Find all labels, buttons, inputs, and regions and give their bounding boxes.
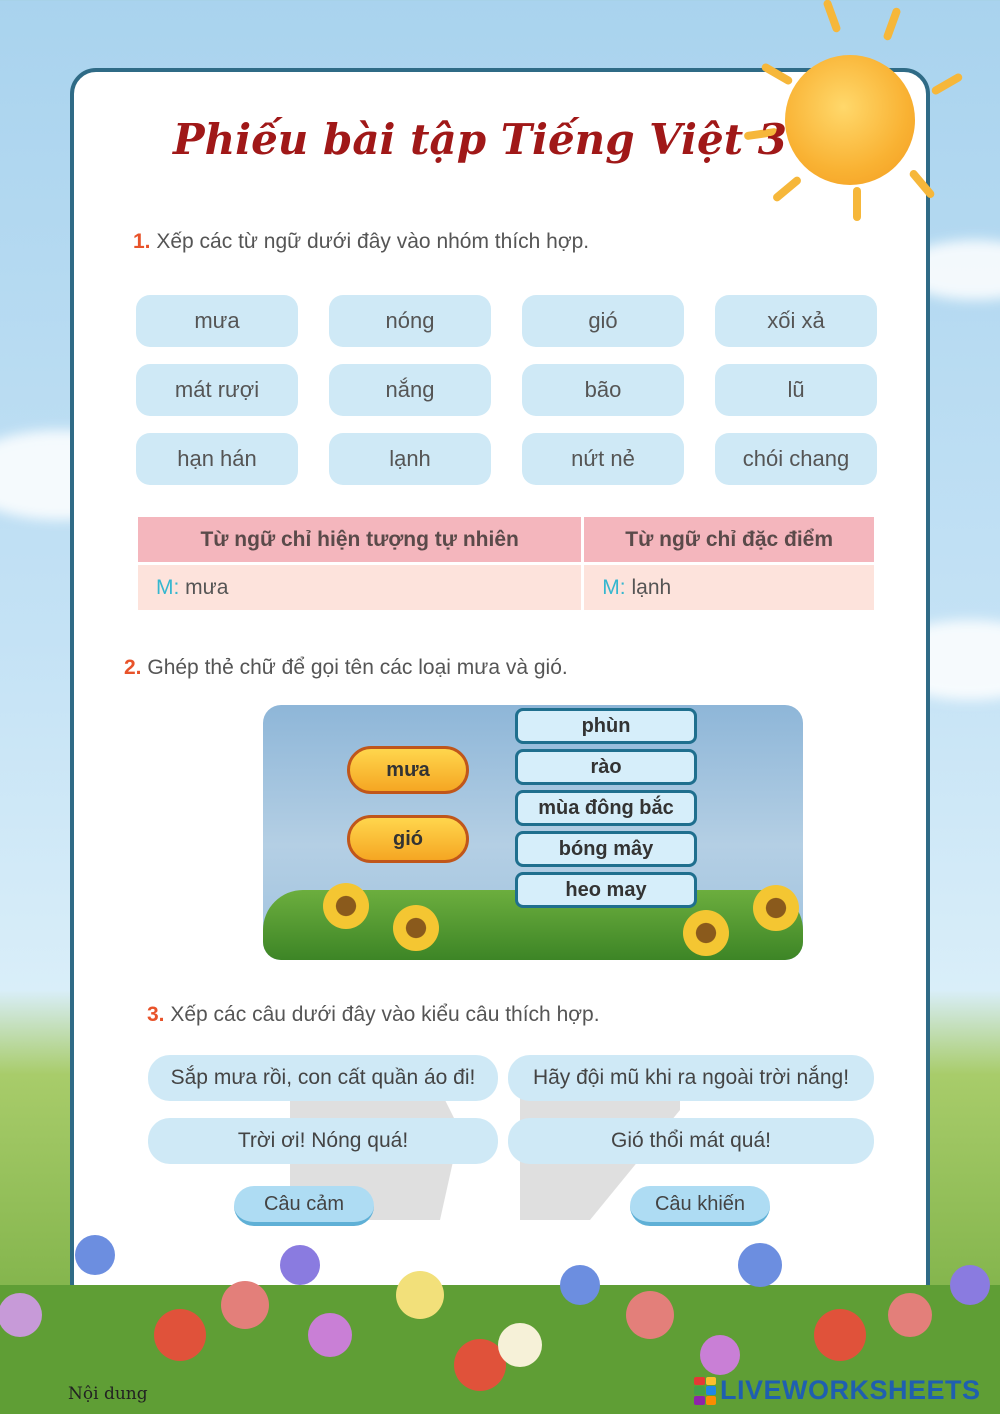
word-chip[interactable]: mưa <box>136 295 298 347</box>
example-word: lạnh <box>631 575 672 599</box>
word-card-right[interactable]: bóng mây <box>515 831 697 867</box>
word-chip[interactable]: lũ <box>715 364 877 416</box>
example-prefix: M: <box>602 575 626 599</box>
sentence-card[interactable]: Gió thổi mát quá! <box>508 1118 874 1164</box>
word-chip[interactable]: lạnh <box>329 433 491 485</box>
word-chip[interactable]: chói chang <box>715 433 877 485</box>
word-chip[interactable]: hạn hán <box>136 433 298 485</box>
word-card-right[interactable]: heo may <box>515 872 697 908</box>
sentence-card[interactable]: Hãy đội mũ khi ra ngoài trời nắng! <box>508 1055 874 1101</box>
liveworksheets-icon <box>694 1377 716 1405</box>
word-chip[interactable]: mát rượi <box>136 364 298 416</box>
exercise-1-instruction: 1. Xếp các từ ngữ dưới đây vào nhóm thích hợp. <box>133 230 590 253</box>
word-chip[interactable]: xối xả <box>715 295 877 347</box>
category-table <box>135 514 877 613</box>
footer-content-label: Nội dung <box>68 1384 148 1404</box>
category-cau-khien[interactable]: Câu khiến <box>630 1186 770 1226</box>
word-card-right[interactable]: rào <box>515 749 697 785</box>
liveworksheets-logo[interactable] <box>694 1375 981 1406</box>
drop-zone-characteristics[interactable] <box>583 564 876 612</box>
page-title: Phiếu bài tập Tiếng Việt 3 <box>173 115 787 164</box>
word-card-right[interactable]: phùn <box>515 708 697 744</box>
word-chip[interactable]: bão <box>522 364 684 416</box>
table-header: Từ ngữ chỉ đặc điểm <box>583 516 876 564</box>
example-prefix: M: <box>156 575 180 599</box>
table-header: Từ ngữ chỉ hiện tượng tự nhiên <box>137 516 583 564</box>
exercise-3-instruction: 3. Xếp các câu dưới đây vào kiểu câu thích hợp. <box>147 1003 600 1026</box>
brand-name: LIVEWORKSHEETS <box>720 1375 981 1405</box>
drop-zone-natural-phenomena[interactable] <box>137 564 583 612</box>
sentence-card[interactable]: Sắp mưa rồi, con cất quần áo đi! <box>148 1055 498 1101</box>
word-card-left[interactable]: mưa <box>347 746 469 794</box>
example-word: mưa <box>185 575 229 599</box>
word-chip[interactable]: nóng <box>329 295 491 347</box>
category-cau-cam[interactable]: Câu cảm <box>234 1186 374 1226</box>
word-chip[interactable]: gió <box>522 295 684 347</box>
word-chip[interactable]: nắng <box>329 364 491 416</box>
sentence-card[interactable]: Trời ơi! Nóng quá! <box>148 1118 498 1164</box>
word-chip[interactable]: nứt nẻ <box>522 433 684 485</box>
word-card-right[interactable]: mùa đông bắc <box>515 790 697 826</box>
word-card-left[interactable]: gió <box>347 815 469 863</box>
exercise-2-instruction: 2. Ghép thẻ chữ để gọi tên các loại mưa và gió. <box>124 656 568 679</box>
